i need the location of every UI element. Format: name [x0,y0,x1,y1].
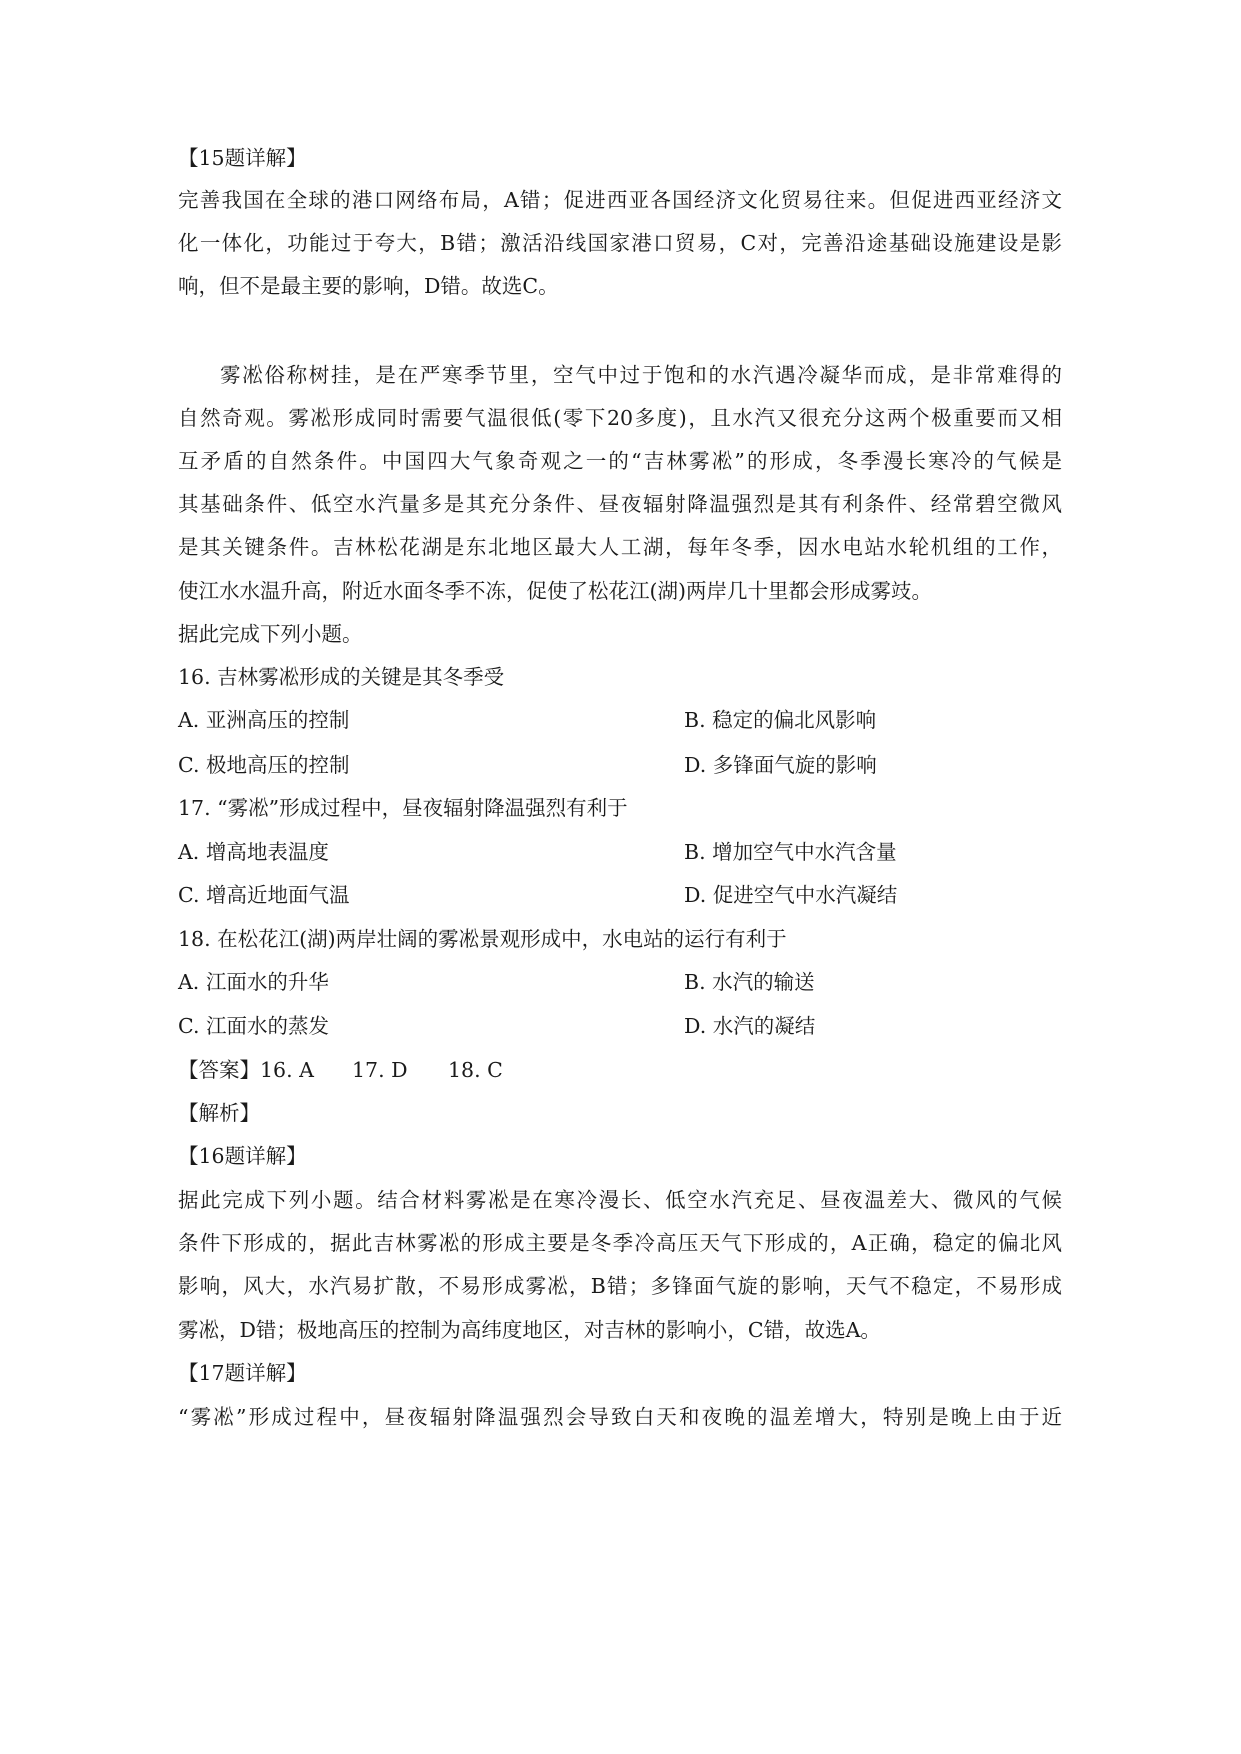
question-18-option-b: B. 水汽的输送 [684,970,815,994]
analysis-label: 【解析】 [178,1101,260,1125]
answer-16: 16. A [260,1058,314,1082]
material-line-3: 互矛盾的自然条件。中国四大气象奇观之一的“吉林雾凇”的形成，冬季漫长寒冷的气候是 [178,449,1062,473]
question-18-option-c: C. 江面水的蒸发 [178,1014,329,1038]
question-18-option-d: D. 水汽的凝结 [684,1014,816,1038]
material-instruction: 据此完成下列小题。 [178,622,363,646]
question-17-stem: 17. “雾凇”形成过程中，昼夜辐射降温强烈有利于 [178,796,628,820]
answer-line [178,1055,503,1085]
answer-17: 17. D [352,1058,408,1082]
material-line-5: 是其关键条件。吉林松花湖是东北地区最大人工湖，每年冬季，因水电站水轮机组的工作， [178,535,1062,559]
material-line-4: 其基础条件、低空水汽量多是其充分条件、昼夜辐射降温强烈是其有利条件、经常碧空微风 [178,492,1062,516]
section-15-line-2: 化一体化，功能过于夸大，B错；激活沿线国家港口贸易，C对，完善沿途基础设施建设是影 [178,231,1062,255]
material-line-6: 使江水水温升高，附近水面冬季不冻，促使了松花江(湖)两岸几十里都会形成雾攱。 [178,579,932,603]
question-17-option-c: C. 增高近地面气温 [178,883,350,907]
section-17-line-1: “雾凇”形成过程中，昼夜辐射降温强烈会导致白天和夜晚的温差增大，特别是晚上由于近 [178,1405,1062,1429]
section-16-line-3: 影响，风大，水汽易扩散，不易形成雾凇，B错；多锋面气旋的影响，天气不稳定，不易形成 [178,1274,1062,1298]
section-16-line-1: 据此完成下列小题。结合材料雾凇是在寒冷漫长、低空水汽充足、昼夜温差大、微风的气候 [178,1188,1062,1212]
section-17-header: 【17题详解】 [178,1361,307,1385]
question-18-option-a: A. 江面水的升华 [178,970,329,994]
question-16-option-d: D. 多锋面气旋的影响 [684,753,877,777]
material-line-1: 雾凇俗称树挂，是在严寒季节里，空气中过于饱和的水汽遇冷凝华而成，是非常难得的 [220,363,1062,387]
question-17-option-d: D. 促进空气中水汽凝结 [684,883,898,907]
question-16-option-b: B. 稳定的偏北风影响 [684,708,877,732]
section-16-line-2: 条件下形成的，据此吉林雾凇的形成主要是冬季冷高压天气下形成的，A正确，稳定的偏北风 [178,1231,1062,1255]
section-15-line-1: 完善我国在全球的港口网络布局，A错；促进西亚各国经济文化贸易往来。但促进西亚经济文 [178,188,1062,212]
section-16-header: 【16题详解】 [178,1144,307,1168]
material-line-2: 自然奇观。雾凇形成同时需要气温很低(零下20多度)，且水汽又很充分这两个极重要而又相 [178,406,1062,430]
answer-label: 【答案】 [178,1058,260,1082]
section-15-line-3: 响，但不是最主要的影响，D错。故选C。 [178,274,559,298]
question-18-stem: 18. 在松花江(湖)两岸壮阔的雾凇景观形成中，水电站的运行有利于 [178,927,787,951]
section-15-header: 【15题详解】 [178,146,307,170]
question-16-stem: 16. 吉林雾凇形成的关键是其冬季受 [178,665,505,689]
question-17-option-b: B. 增加空气中水汽含量 [684,840,897,864]
question-17-option-a: A. 增高地表温度 [178,840,329,864]
question-16-option-c: C. 极地高压的控制 [178,753,350,777]
section-16-line-4: 雾凇，D错；极地高压的控制为高纬度地区，对吉林的影响小，C错，故选A。 [178,1318,881,1342]
question-16-option-a: A. 亚洲高压的控制 [178,708,350,732]
answer-18: 18. C [448,1058,503,1082]
